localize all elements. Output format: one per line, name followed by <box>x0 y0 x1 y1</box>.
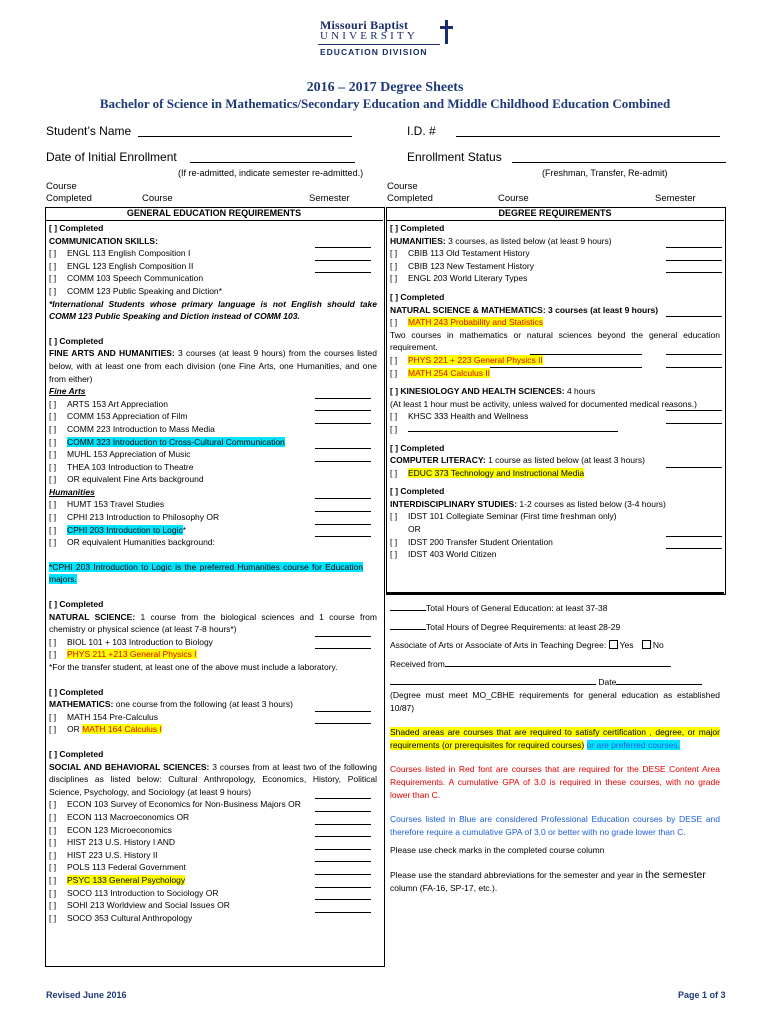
math-desc: one course from the following (at least 3 hours) <box>115 699 293 710</box>
list-item[interactable]: [ ] IDST 101 Collegiate Seminar (First time freshman only) <box>390 511 617 522</box>
degree-requirements-column <box>390 222 720 561</box>
col-head-course: Course <box>46 181 77 192</box>
list-item[interactable]: [ ] ENGL 113 English Composition I <box>49 247 377 260</box>
logo-rule <box>318 44 440 45</box>
abbr-note-2: column (FA-16, SP-17, etc.). <box>390 882 498 893</box>
logo-line3: EDUCATION DIVISION <box>320 47 428 57</box>
list-item[interactable]: [ ] OR MATH 164 Calculus I <box>49 723 377 736</box>
sci-note: *For the transfer student, at least one of the above must include a laboratory. <box>49 662 338 672</box>
page-subtitle: Bachelor of Science in Mathematics/Secondary Education and Middle Childhood Education Combined <box>99 96 671 111</box>
list-item[interactable]: [ ] MUHL 153 Appreciation of Music <box>49 448 377 461</box>
list-item[interactable]: [ ] KHSC 333 Health and Wellness <box>390 410 720 423</box>
list-item[interactable]: [ ] MATH 154 Pre-Calculus <box>49 711 377 724</box>
shaded-note-2: or are preferred courses. <box>586 739 681 750</box>
list-item[interactable]: [ ] HUMT 153 Travel Studies <box>49 498 377 511</box>
cl-title: COMPUTER LITERACY: <box>390 455 486 466</box>
student-name-label: Student’s Name <box>46 124 132 138</box>
list-item[interactable]: [ ] CPHI 203 Introduction to Logic* <box>49 524 377 537</box>
totals-section: Total Hours of General Education: at least 37-38 Total Hours of Degree Requirements: at least 28-29 Associate of Arts or Associate of Arts in Teaching Degree: Yes No Received from Date (Degree must meet MO_CBHE requirements for general education as established 10/87) Shaded areas are courses that are required to satisfy certification , degree, or major requirements (or prerequisites for required courses) or are preferred courses. Courses listed in Red font are courses that are required for the DESE Content Area Requirements. A cumulative GPA of 3.0 is required in these courses, with no grade lower than C. Courses listed in Blue are considered Professional Education courses by DESE and therefore require a cumulative GPA of 3.0 or better with no grade lower than C. Please use check marks in the completed course column Please use the standard abbreviations for the semester and year in the semester column (FA-16, SP-17, etc.). <box>390 603 720 893</box>
id-label: I.D. # <box>407 124 436 138</box>
page-number: Page 1 of 3 <box>678 990 726 1000</box>
inter-desc: 1-2 courses as listed below (3-4 hours) <box>519 498 666 509</box>
list-item[interactable]: [ ] OR equivalent Humanities background: <box>49 536 377 549</box>
list-item[interactable]: [ ] ENGL 203 World Literary Types <box>390 272 720 285</box>
list-item[interactable]: [ ] HIST 223 U.S. History II <box>49 849 377 862</box>
enrollment-date-field[interactable] <box>190 162 355 163</box>
list-item[interactable]: [ ] ECON 103 Survey of Economics for Non-Business Majors OR <box>49 798 377 811</box>
yes-checkbox[interactable] <box>609 640 618 649</box>
hum-completed[interactable]: [ ] Completed <box>390 223 445 233</box>
enrollment-status-label: Enrollment Status <box>407 150 502 164</box>
received-field[interactable] <box>445 666 671 667</box>
id-field[interactable] <box>456 136 720 137</box>
left-col-head-semester: Semester <box>309 193 350 204</box>
fine-title: FINE ARTS AND HUMANITIES: <box>49 348 175 359</box>
mo-note: (Degree must meet MO_CBHE requirements for general education as established 10/87) <box>390 689 720 713</box>
kin-note: (At least 1 hour must be activity, unless waived for documented medical reasons.) <box>390 398 697 409</box>
student-name-field[interactable] <box>138 136 352 137</box>
abbr-note: Please use the standard abbreviations for the semester and year in <box>390 869 643 880</box>
list-item[interactable]: [ ] ARTS 153 Art Appreciation <box>49 398 377 411</box>
revised-date: Revised June 2016 <box>46 990 127 1000</box>
inter-or: OR <box>408 524 421 535</box>
red-note: Courses listed in Red font are courses that are required for the DESE Content Area Requirements. A cumulative GPA of 3.0 is required in these courses, with no grade lower than C. <box>390 764 720 800</box>
list-item[interactable]: [ ] ECON 113 Macroeconomics OR <box>49 811 377 824</box>
list-item[interactable]: [ ] COMM 223 Introduction to Mass Media <box>49 423 377 436</box>
col-head-completed: Completed <box>387 193 433 204</box>
blue-note: Courses listed in Blue are considered Professional Education courses by DESE and therefore require a cumulative GPA of 3.0 or better with no grade lower than C. <box>390 814 720 837</box>
assoc-label: Associate of Arts or Associate of Arts in Teaching Degree: <box>390 640 607 651</box>
shaded-note: Shaded areas are courses that are required to satisfy certification , degree, or major requirements (or prerequisites for required courses) <box>390 727 720 750</box>
cl-completed[interactable]: [ ] Completed <box>390 442 445 453</box>
list-item[interactable]: [ ] PSYC 133 General Psychology <box>49 874 377 887</box>
fine-completed[interactable]: [ ] Completed <box>49 335 104 346</box>
math-completed[interactable]: [ ] Completed <box>49 686 104 697</box>
list-item[interactable]: [ ] COMM 153 Appreciation of Film <box>49 410 377 423</box>
fine-arts-heading: Fine Arts <box>49 386 86 397</box>
list-item[interactable]: [ ] BIOL 101 + 103 Introduction to Biology <box>49 636 377 649</box>
right-col-head-course: Course <box>498 193 529 204</box>
enrollment-status-field[interactable] <box>512 162 726 163</box>
hum-title: HUMANITIES: <box>390 235 446 246</box>
ge-hours-label: Total Hours of General Education: at least 37-38 <box>426 603 608 613</box>
logo-line2: UNIVERSITY <box>320 30 418 42</box>
col-head-completed: Completed <box>46 193 92 204</box>
kin-title: [ ] KINESIOLOGY AND HEALTH SCIENCES: <box>390 386 565 397</box>
humanities-heading: Humanities <box>49 486 95 497</box>
nsm-text: Two courses in mathematics or natural sciences beyond the general education requirement. <box>390 329 720 353</box>
inter-completed[interactable]: [ ] Completed <box>390 486 445 497</box>
enrollment-date-label: Date of Initial Enrollment <box>46 150 177 164</box>
date-field[interactable] <box>616 684 702 685</box>
readmit-note: (If re-admitted, indicate semester re-admitted.) <box>178 168 364 178</box>
list-item[interactable]: [ ] OR equivalent Fine Arts background <box>49 474 204 485</box>
general-education-column <box>49 222 377 924</box>
list-item[interactable]: [ ] IDST 403 World Citizen <box>390 548 720 561</box>
list-item[interactable]: [ ] POLS 113 Federal Government <box>49 861 377 874</box>
ge-hours-field[interactable] <box>390 610 426 611</box>
dr-hours-field[interactable] <box>390 629 426 630</box>
left-col-head-completed <box>46 181 92 205</box>
right-col-head-semester: Semester <box>655 193 696 204</box>
list-item[interactable]: [ ] CPHI 213 Introduction to Philosophy OR <box>49 511 377 524</box>
hum-desc: 3 courses, as listed below (at least 9 hours) <box>448 235 612 246</box>
sci-desc: 1 course from the biological sciences and 1 course from chemistry or physical science (at least 7-8 hours*) <box>49 611 377 635</box>
social-desc: 3 courses from at least two of the following disciplines as listed below: Cultural Anthropology, Economics, History, Political Science, Psychology, and Sociology (at least 9 hours) <box>49 761 377 797</box>
list-item[interactable]: [ ] <box>390 423 720 436</box>
dr-hours-label: Total Hours of Degree Requirements: at least 28-29 <box>426 621 621 632</box>
list-item[interactable]: [ ] COMM 103 Speech Communication <box>49 272 377 285</box>
social-title: SOCIAL AND BEHAVIORAL SCIENCES: <box>49 761 210 772</box>
social-completed[interactable]: [ ] Completed <box>49 748 104 759</box>
nsm-completed[interactable]: [ ] Completed <box>390 291 445 302</box>
left-col-head-course: Course <box>142 193 173 204</box>
degree-requirements-header: DEGREE REQUIREMENTS <box>498 208 612 218</box>
nsm-desc: 3 courses (at least 9 hours) <box>548 304 659 315</box>
inter-title: INTERDISCIPLINARY STUDIES: <box>390 498 518 509</box>
list-item[interactable]: [ ] ECON 123 Microeconomics <box>49 824 377 837</box>
received-label: Received from <box>390 658 445 669</box>
list-item[interactable]: [ ] PHYS 221 + 223 General Physics II <box>390 354 720 367</box>
right-col-head-completed <box>387 181 433 205</box>
nsm-title: NATURAL SCIENCE & MATHEMATICS: <box>390 304 546 315</box>
math-title: MATHEMATICS: <box>49 699 114 710</box>
list-item[interactable]: [ ] MATH 243 Probability and Statistics <box>390 316 720 329</box>
logo-line1: Missouri Baptist <box>320 18 409 32</box>
list-item[interactable]: [ ] HIST 213 U.S. History I AND <box>49 836 377 849</box>
list-item[interactable]: [ ] ENGL 123 English Composition II <box>49 260 377 273</box>
cross-icon <box>440 20 454 46</box>
left-header-rule <box>45 220 383 221</box>
list-item[interactable]: [ ] THEA 103 Introduction to Theatre <box>49 461 377 474</box>
comm-title: COMMUNICATION SKILLS: <box>49 235 158 246</box>
sci-title: NATURAL SCIENCE: <box>49 611 136 622</box>
right-header-rule <box>386 220 724 221</box>
list-item[interactable]: [ ] SOCO 353 Cultural Anthropology <box>49 912 377 925</box>
list-item[interactable]: [ ] CBIB 113 Old Testament History <box>390 247 720 260</box>
list-item[interactable]: [ ] CBIB 123 New Testament History <box>390 260 720 273</box>
list-item[interactable]: [ ] SOHI 213 Worldview and Social Issues OR <box>49 899 377 912</box>
list-item[interactable]: [ ] IDST 200 Transfer Student Orientation <box>390 536 720 549</box>
cl-desc: 1 course as listed below (at least 3 hours) <box>488 455 645 466</box>
list-item[interactable]: [ ] COMM 323 Introduction to Cross-Cultural Communication <box>49 436 285 447</box>
list-item[interactable]: [ ] PHYS 211 +213 General Physics I <box>49 648 377 661</box>
list-item[interactable]: [ ] EDUC 373 Technology and Instructional Media <box>390 467 720 480</box>
fine-note: *CPHI 203 Introduction to Logic is the preferred Humanities course for Education majors. <box>49 561 363 585</box>
check-note: Please use check marks in the completed course column <box>390 845 605 856</box>
date-label: Date <box>598 677 617 688</box>
col-head-course: Course <box>387 181 418 192</box>
comm-note: *International Students whose primary language is not English should take COMM 123 Public Speaking and Diction instead of COMM 103. <box>49 298 377 322</box>
page-title: 2016 – 2017 Degree Sheets <box>306 80 464 95</box>
right-box-bottom-rule <box>386 592 724 594</box>
kin-desc: 4 hours <box>566 386 596 397</box>
fine-desc: 3 courses (at least 9 hours) from the courses listed below, with at least one from each division (one Fine Arts, one Humanities, and one from either) <box>49 348 377 384</box>
status-note: (Freshman, Transfer, Re-admit) <box>542 168 668 178</box>
sci-completed[interactable]: [ ] Completed <box>49 599 104 610</box>
list-item[interactable]: [ ] COMM 123 Public Speaking and Diction* <box>49 285 222 296</box>
university-logo <box>316 18 456 58</box>
list-item[interactable]: [ ] SOCO 113 Introduction to Sociology OR <box>49 887 377 900</box>
no-checkbox[interactable] <box>642 640 651 649</box>
general-education-header: GENERAL EDUCATION REQUIREMENTS <box>126 208 302 218</box>
comm-completed[interactable]: [ ] Completed <box>49 223 104 233</box>
list-item[interactable]: [ ] MATH 254 Calculus II <box>390 367 720 380</box>
